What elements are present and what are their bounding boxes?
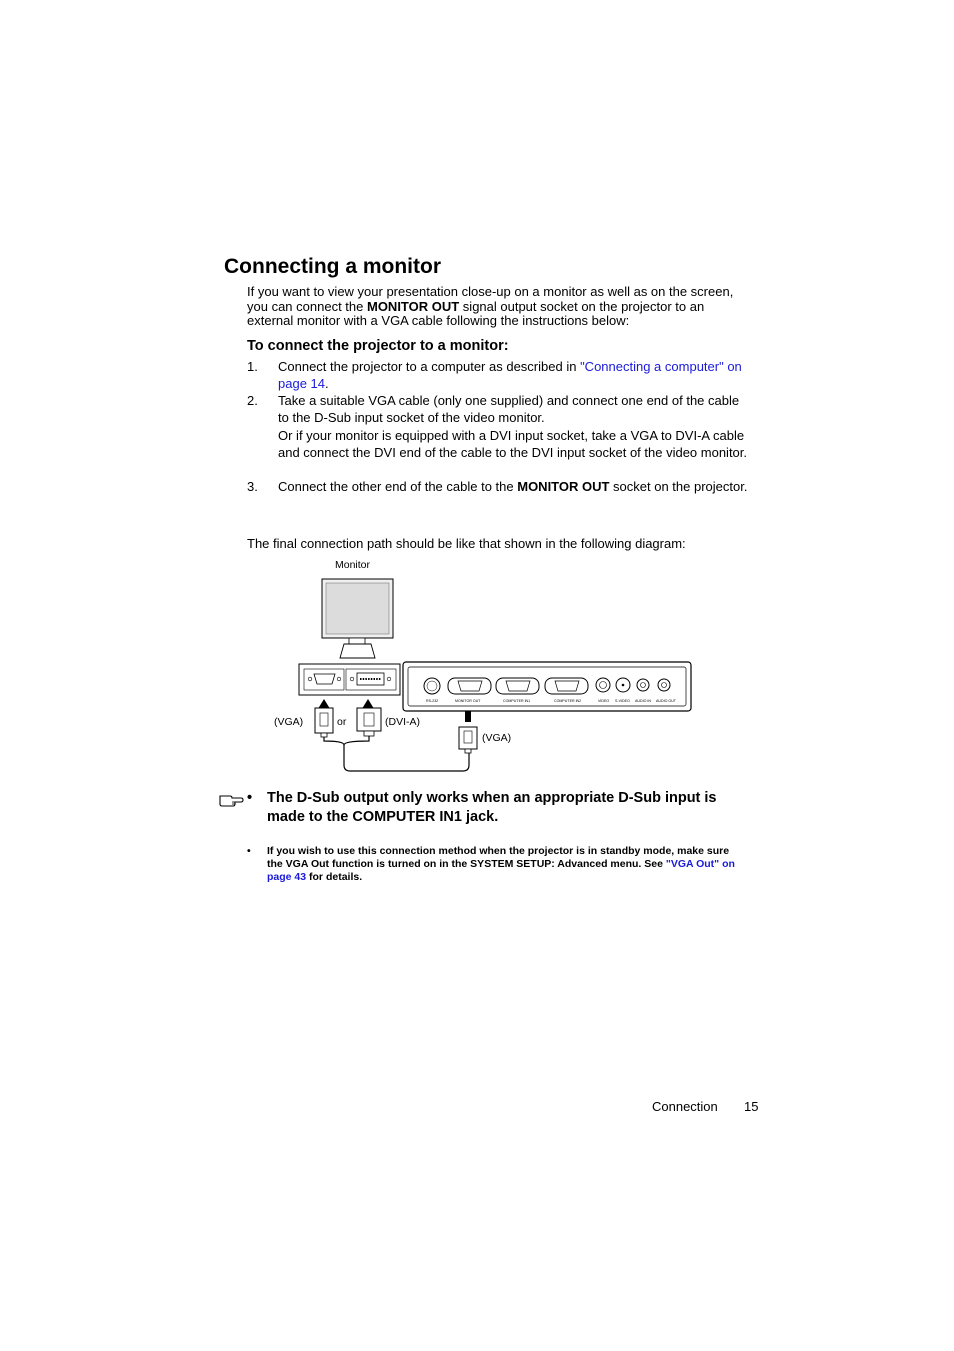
page-title: Connecting a monitor xyxy=(224,255,441,278)
step-number: 1. xyxy=(247,359,258,374)
intro-text-1: If you want to view your presentation close-up on a monitor as well as on the screen, you can connect the xyxy=(247,284,734,314)
intro-text-2: signal output socket on the projector to an external monitor with a VGA cable following the instructions below: xyxy=(247,298,705,328)
vga-label-left: (VGA) xyxy=(274,716,304,728)
computer-in2-port xyxy=(545,678,588,694)
final-path-text: The final connection path should be like that shown in the following diagram: xyxy=(247,536,686,551)
vga-plug-left xyxy=(315,708,333,737)
projector-rear-panel xyxy=(403,662,691,711)
intro-paragraph xyxy=(247,285,747,329)
port-label-monitor-out: MONITOR OUT xyxy=(455,699,481,703)
s-video-port xyxy=(616,678,630,692)
note-sub xyxy=(247,845,757,887)
step-3-bold: MONITOR OUT xyxy=(517,479,610,494)
port-label-audio-out: AUDIO OUT xyxy=(656,699,676,703)
port-label-video: VIDEO xyxy=(598,699,610,703)
port-label-audio-in: AUDIO IN xyxy=(635,699,651,703)
vga-plug-right xyxy=(459,727,477,753)
step-text: Take a suitable VGA cable (only one supplied) and connect one end of the cable to the D-Sub input socket of the video monitor. xyxy=(278,393,740,425)
computer-in1-port xyxy=(496,678,539,694)
note-main-text: The D-Sub output only works when an appropriate D-Sub input is made to the COMPUTER IN1 jack. xyxy=(267,790,717,825)
note-sub-bullet: • xyxy=(247,845,251,857)
step-2 xyxy=(247,392,752,426)
note-main xyxy=(247,789,757,829)
monitor-icon xyxy=(322,579,393,658)
step-text xyxy=(278,358,748,392)
or-label: or xyxy=(337,716,347,728)
vga-label-right: (VGA) xyxy=(482,732,512,744)
note-hand-icon xyxy=(218,791,244,809)
step-1-after: . xyxy=(325,376,329,391)
step-text xyxy=(278,478,748,495)
note-sub-body: If you wish to use this connection method when the projector is in standby mode, make sure the VGA Out function is turned on in the SYSTEM SETUP: Advanced menu. See xyxy=(267,845,730,870)
connection-diagram xyxy=(260,555,700,780)
link-vga-out[interactable]: "VGA Out" on page 43 xyxy=(267,858,735,883)
step-3-text: Connect the other end of the cable to the xyxy=(278,479,518,494)
link-connecting-a-computer[interactable]: "Connecting a computer" on page 14 xyxy=(278,359,742,391)
step-1-text: Connect the projector to a computer as described in xyxy=(278,359,581,374)
monitor-out-port xyxy=(448,678,491,694)
footer-section: Connection xyxy=(652,1099,718,1114)
video-port xyxy=(596,678,610,692)
monitor-input-panel xyxy=(299,664,400,695)
step-3 xyxy=(247,478,752,512)
audio-in-port xyxy=(637,679,649,691)
note-sub-after: for details. xyxy=(306,871,363,883)
section-subheading: To connect the projector to a monitor: xyxy=(247,338,509,354)
step-1 xyxy=(247,358,752,392)
port-label-computer-in1: COMPUTER IN1 xyxy=(503,699,531,703)
rs232-port xyxy=(424,678,440,694)
note-bullet: • xyxy=(247,790,253,806)
dvi-plug xyxy=(357,708,381,736)
port-label-computer-in2: COMPUTER IN2 xyxy=(554,699,582,703)
monitor-label: Monitor xyxy=(335,559,371,571)
intro-bold-monitor-out: MONITOR OUT xyxy=(366,298,460,314)
audio-out-port xyxy=(658,679,670,691)
step-number: 3. xyxy=(247,479,258,494)
dvi-label: (DVI-A) xyxy=(385,716,420,728)
footer-page-number: 15 xyxy=(744,1099,759,1114)
step-2-extra: Or if your monitor is equipped with a DVI input socket, take a VGA to DVI-A cable and connect the DVI end of the cable to the DVI input socket of the video monitor. xyxy=(278,428,748,460)
port-label-rs232: RS-232 xyxy=(426,699,439,703)
vga-cable xyxy=(324,737,469,771)
note-sub-text xyxy=(267,845,747,884)
dvi-cable-branch xyxy=(344,736,369,745)
port-label-s-video: S-VIDEO xyxy=(615,699,630,703)
step-3-after: socket on the projector. xyxy=(609,479,748,494)
step-number: 2. xyxy=(247,393,258,408)
